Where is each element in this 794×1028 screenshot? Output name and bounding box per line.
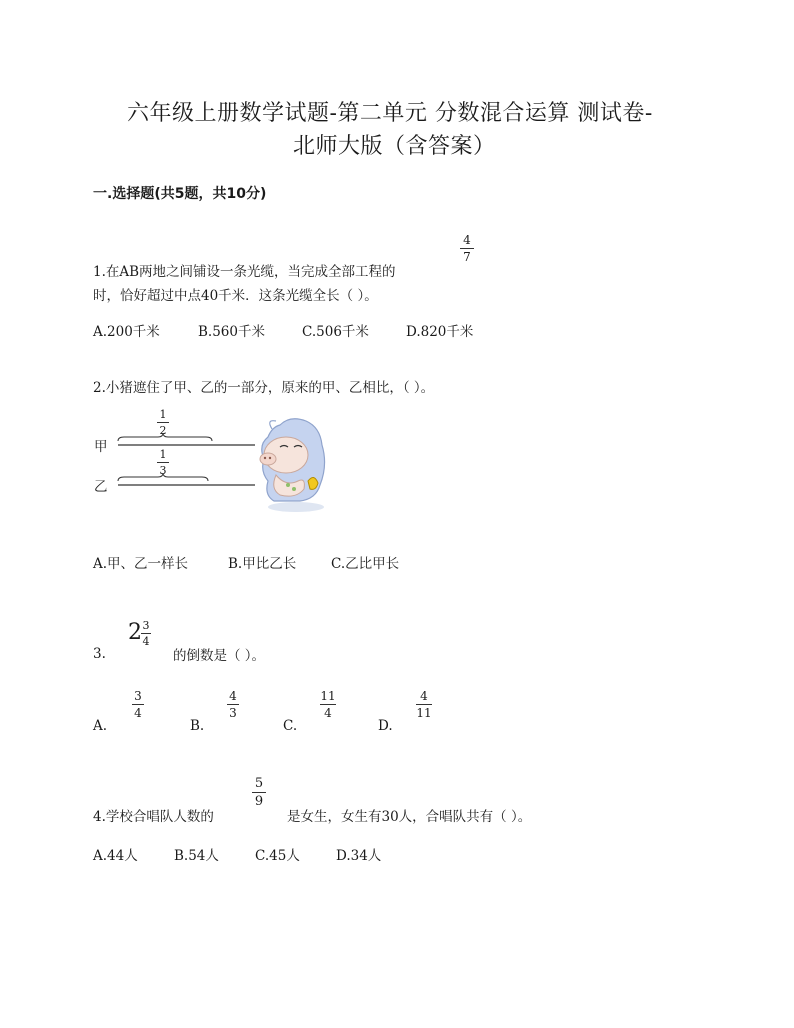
q3-option-b-letter[interactable]: B.: [190, 718, 205, 734]
q3-prefix: 3.: [93, 646, 106, 662]
q2-label-b: 乙: [94, 479, 108, 495]
q4-prefix: 4.学校合唱队人数的: [93, 809, 214, 825]
q1-fraction-num: 4: [463, 233, 471, 247]
q4-option-b[interactable]: B.54人: [174, 848, 219, 864]
q1-fraction-den: 7: [463, 250, 471, 264]
brace-a: [118, 433, 212, 441]
q2-label-a: 甲: [94, 439, 108, 455]
q4-fraction-den: 9: [254, 794, 264, 809]
q1-fraction: [460, 234, 474, 263]
q3-mixed-den: 4: [142, 635, 150, 648]
q1-option-d[interactable]: D.820千米: [406, 324, 474, 340]
q3-option-a-fraction[interactable]: [132, 690, 144, 719]
fraction-bar: [460, 248, 474, 249]
q3-option-b-num: 4: [229, 689, 237, 703]
q2-frac-a-den: 2: [159, 424, 167, 437]
fraction-bar: [252, 792, 266, 793]
q2-option-c[interactable]: C.乙比甲长: [331, 556, 400, 572]
page-title-line1: 六年级上册数学试题-第二单元 分数混合运算 测试卷-: [127, 101, 653, 126]
q3-option-a-num: 3: [134, 689, 142, 703]
q2-text: 2.小猪遮住了甲、乙的一部分，原来的甲、乙相比，（ ）。: [93, 380, 435, 396]
q4-option-c[interactable]: C.45人: [255, 848, 300, 864]
q3-option-d-num: 4: [420, 689, 428, 703]
q1-text-line2: 时，恰好超过中点40千米．这条光缆全长（ ）。: [93, 288, 378, 304]
brace-b: [118, 473, 208, 481]
q3-option-d-den: 11: [416, 706, 432, 720]
q3-option-a-letter[interactable]: A.: [93, 718, 108, 734]
q1-option-b[interactable]: B.560千米: [198, 324, 265, 340]
q2-frac-b-den: 3: [159, 464, 167, 477]
page-title-line2: 北师大版（含答案）: [293, 134, 496, 159]
q4-option-a[interactable]: A.44人: [93, 848, 138, 864]
q3-option-b-fraction[interactable]: [227, 690, 239, 719]
q1-option-a[interactable]: A.200千米: [93, 324, 160, 340]
pig-illustration: [250, 415, 330, 513]
fraction-bar: [416, 704, 432, 705]
q3-mixed-num: 3: [142, 619, 150, 632]
q3-option-c-num: 11: [320, 689, 336, 703]
q2-option-b[interactable]: B.甲比乙长: [228, 556, 297, 572]
q3-option-d-fraction[interactable]: [416, 690, 432, 719]
q2-frac-b-num: 1: [159, 448, 167, 461]
q3-option-b-den: 3: [229, 706, 237, 720]
fraction-bar: [227, 704, 239, 705]
q2-option-a[interactable]: A.甲、乙一样长: [93, 556, 189, 572]
q3-option-d-letter[interactable]: D.: [378, 718, 393, 734]
q3-option-c-den: 4: [324, 706, 332, 720]
q3-option-a-den: 4: [134, 706, 142, 720]
q4-fraction-num: 5: [254, 776, 264, 791]
fraction-bar: [132, 704, 144, 705]
q2-frac-a-num: 1: [159, 408, 167, 421]
q4-suffix: 是女生，女生有30人，合唱队共有（ ）。: [287, 809, 532, 825]
q4-option-d[interactable]: D.34人: [336, 848, 382, 864]
fraction-bar: [320, 704, 336, 705]
q3-option-c-letter[interactable]: C.: [283, 718, 298, 734]
q3-mixed-whole: 2: [128, 620, 142, 645]
q4-fraction: [252, 777, 266, 808]
q1-option-c[interactable]: C.506千米: [302, 324, 369, 340]
q3-suffix: 的倒数是（ ）。: [173, 648, 266, 664]
q1-text-line1: 1.在AB两地之间铺设一条光缆，当完成全部工程的: [93, 264, 396, 280]
q3-mixed-fraction: [141, 620, 151, 647]
q2-figure: [90, 405, 350, 515]
section-heading: 一.选择题(共5题，共10分): [93, 186, 267, 202]
q3-option-c-fraction[interactable]: [320, 690, 336, 719]
fraction-bar: [141, 633, 151, 634]
